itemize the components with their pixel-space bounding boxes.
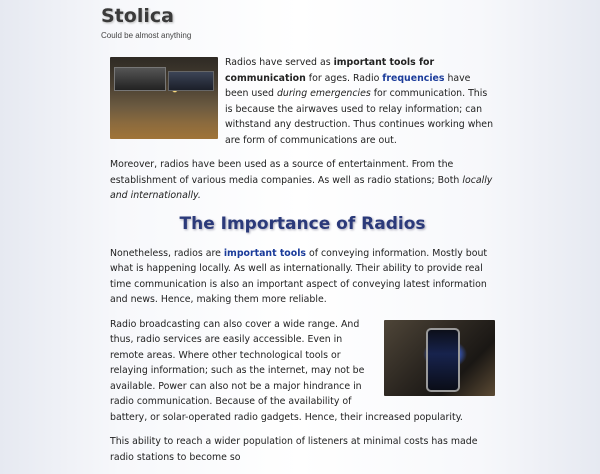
- para5-text: This ability to reach a wider population of listeners at minimal costs has made radio stations to become so: [110, 436, 478, 463]
- entertainment-paragraph: [110, 157, 495, 204]
- broadcasting-paragraph: [110, 317, 495, 426]
- article-content: [110, 55, 495, 474]
- reach-paragraph: [110, 434, 495, 465]
- importance-paragraph: [110, 246, 495, 308]
- intro-bold-communication: important tools for communication: [225, 57, 435, 84]
- radio-station-image: [110, 57, 218, 139]
- intro-text-4: for communication. This is because the airwaves used to relay information; can withstand any destruction. Thus continues working when are form of communications are out.: [225, 88, 494, 146]
- para3-text-2: of conveying information. Mostly bout what is happening locally. As well as internationally. Their ability to provide real time communication is also an important aspect of conveying latest information and news. Hence, making them more reliable.: [110, 247, 488, 305]
- intro-italic-emergencies: during emergencies: [276, 88, 371, 99]
- para2-text: Moreover, radios have been used as a source of entertainment. From the establishment of various media companies. As well as radio stations; Both: [110, 159, 463, 186]
- para3-text-1: Nonetheless, radios are: [110, 247, 224, 259]
- intro-paragraph: [110, 55, 495, 148]
- frequencies-link[interactable]: frequencies: [382, 72, 445, 84]
- section-heading: The Importance of Radios: [179, 213, 426, 234]
- site-header: [101, 5, 191, 41]
- important-tools-link[interactable]: important tools: [223, 247, 306, 259]
- site-tagline: Could be almost anything: [101, 31, 192, 40]
- intro-text-3: have been used: [225, 72, 471, 99]
- intro-text-2: for ages. Radio: [305, 72, 383, 84]
- intro-text-1: Radios have served as: [225, 57, 334, 68]
- site-title[interactable]: Stolica: [101, 5, 174, 27]
- phone-radio-image: [384, 320, 495, 396]
- para2-italic: locally and internationally.: [110, 174, 493, 201]
- para4-text: Radio broadcasting can also cover a wide range. And thus, radio services are easily accessible. Even in remote areas. Where other technological tools or relaying information; such as the internet, may not be available. Power can also not be a major hindrance in radio communication. Because of the availability of battery, or solar-operated radio gadgets. Hence, their increased popularity.: [110, 318, 463, 423]
